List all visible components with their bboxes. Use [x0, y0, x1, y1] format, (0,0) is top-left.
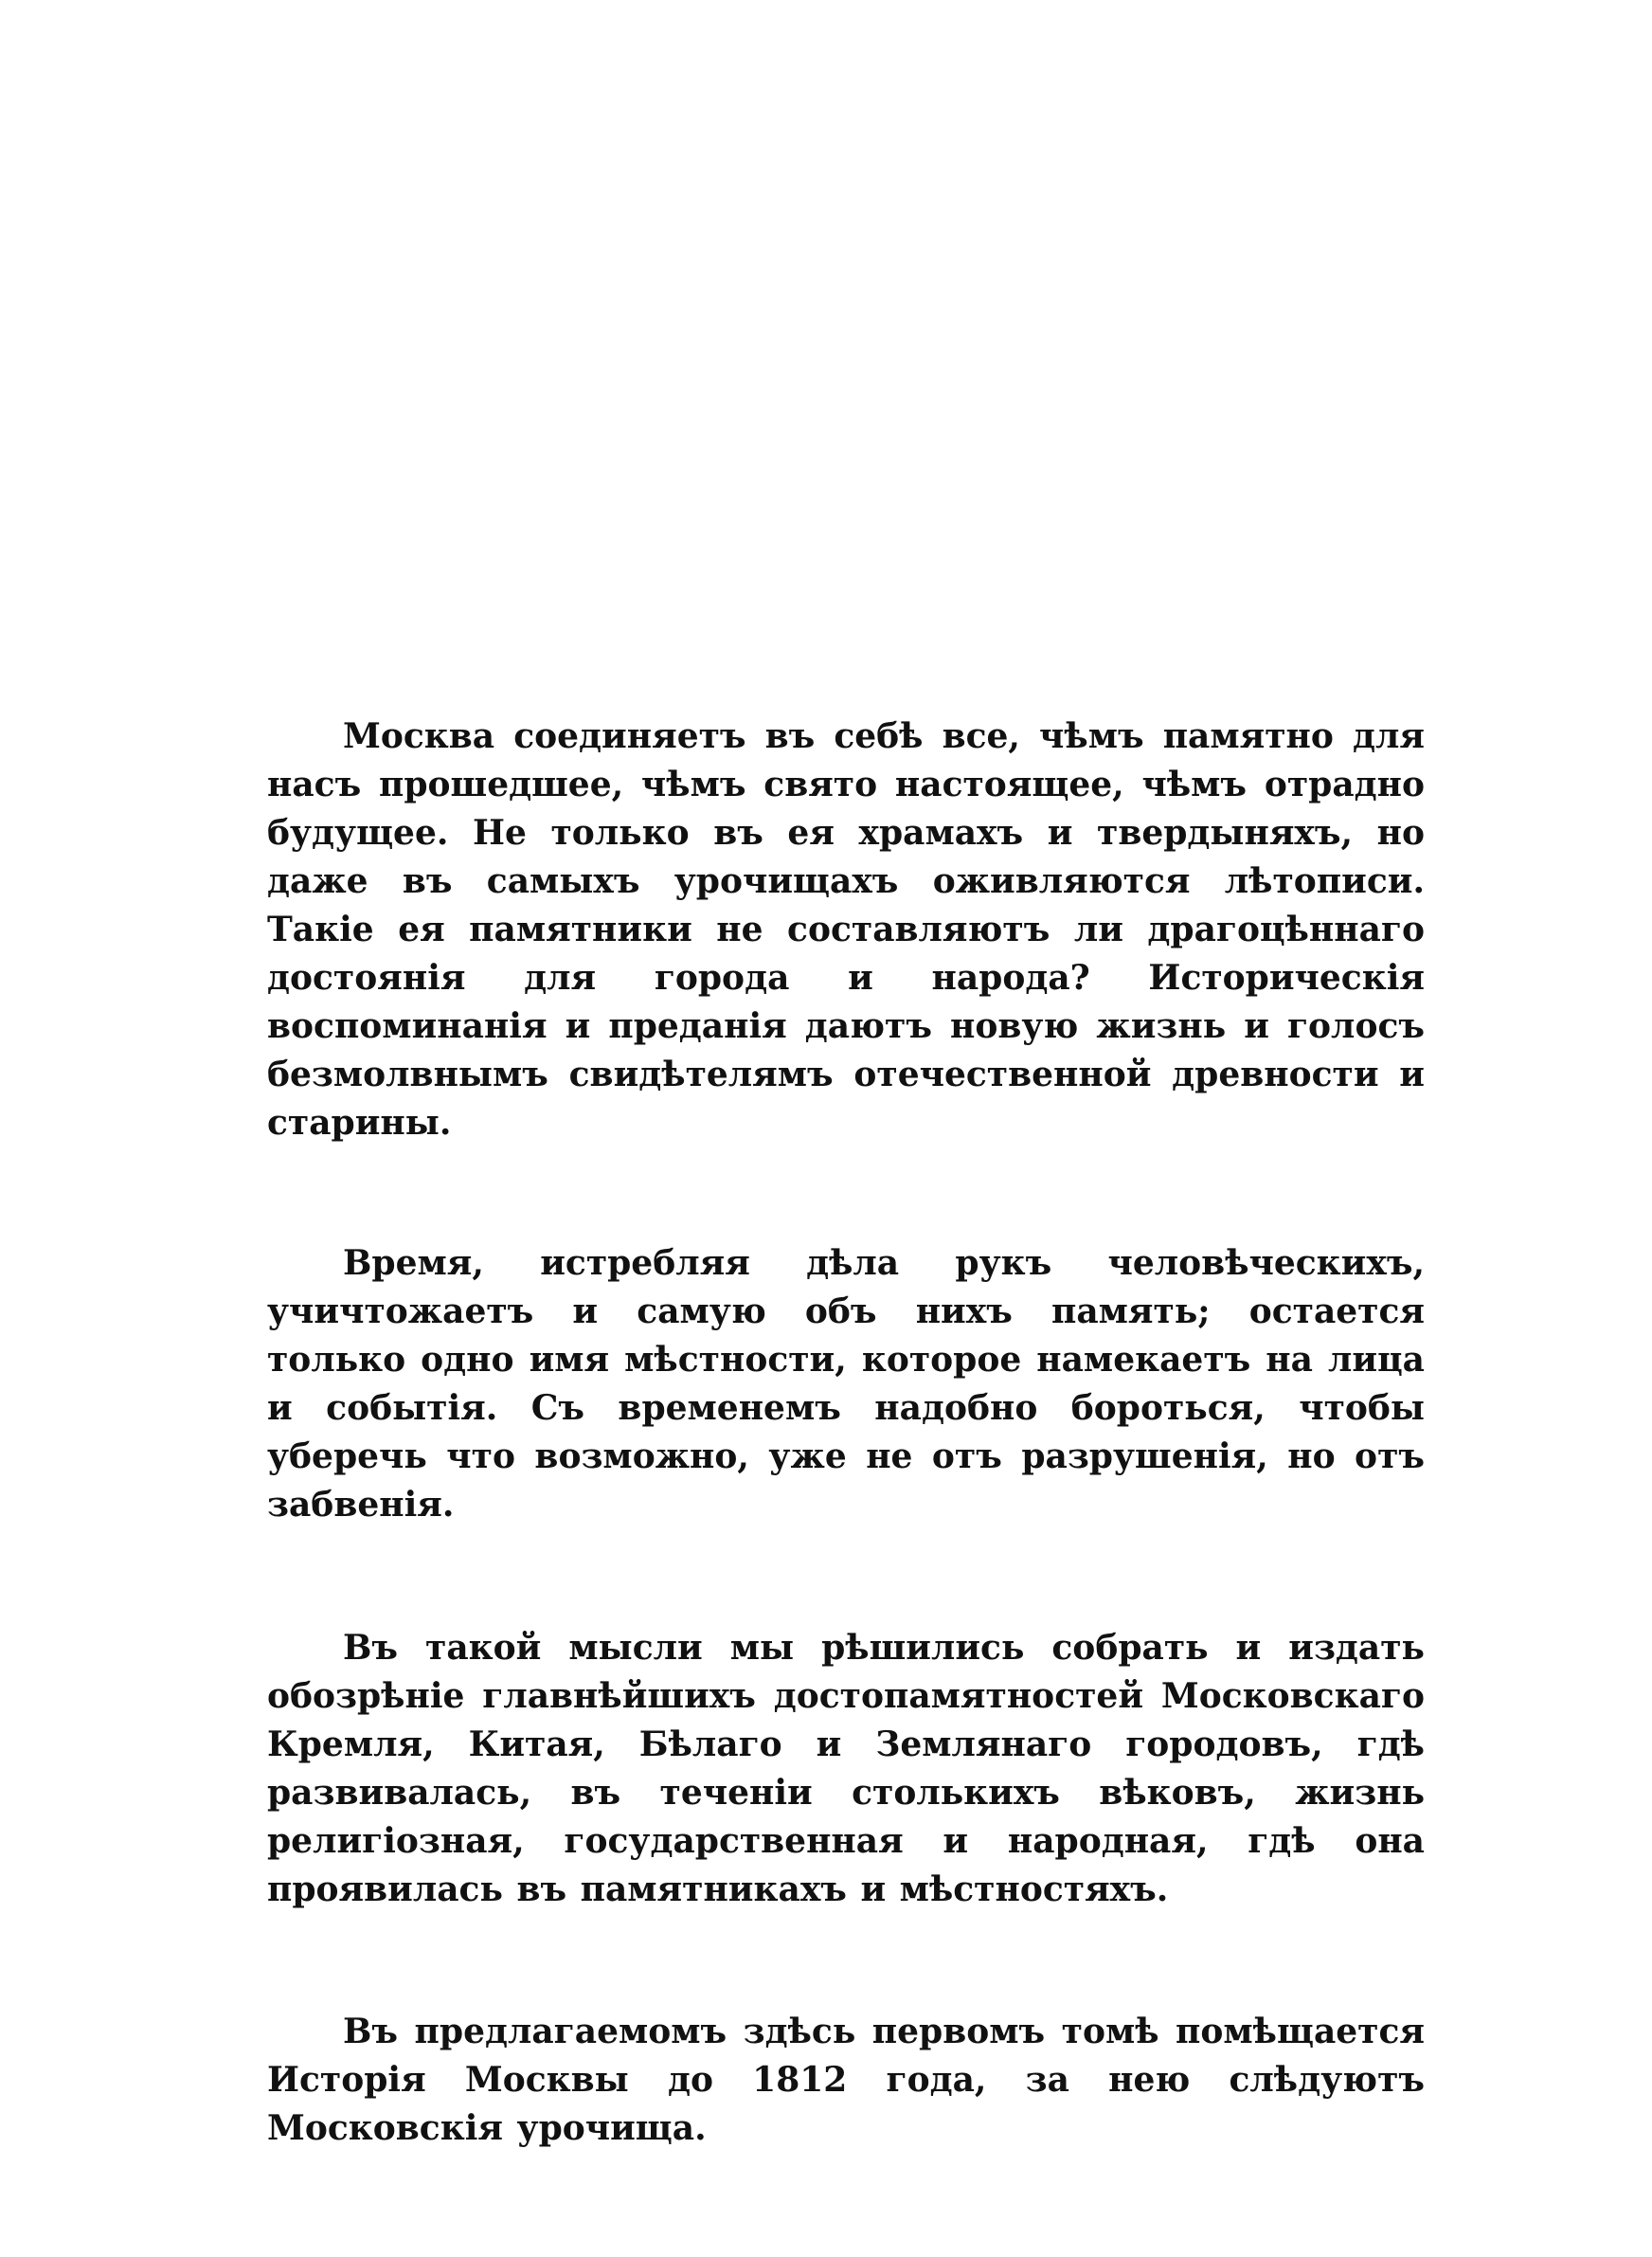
paragraph-2: Время, истребляя дѣла рукъ человѣческихъ, учичтожаетъ и самую объ нихъ память; остается только одно имя мѣстности, которое намекаетъ на лица и событія. Съ временемъ надобно бороться, чтобы уберечь что возможно, уже не отъ разрушенія, но отъ забвенія.	[267, 1243, 1425, 1525]
paragraph-3: Въ такой мысли мы рѣшились собрать и издать обозрѣніе главнѣйшихъ достопамятностей Московскаго Кремля, Китая, Бѣлаго и Землянаго городовъ, гдѣ развивалась, въ теченіи столькихъ вѣковъ, жизнь религіозная, государственная и народная, гдѣ она проявилась въ памятникахъ и мѣстностяхъ.	[267, 1628, 1425, 1909]
paragraph-4: Въ предлагаемомъ здѣсь первомъ томѣ помѣщается Исторія Москвы до 1812 года, за нею слѣдуютъ Московскія урочища.	[267, 2012, 1425, 2148]
body-text	[267, 713, 1425, 2153]
paragraph-1: Москва соединяетъ въ себѣ все, чѣмъ памятно для насъ прошедшее, чѣмъ свято настоящее, чѣмъ отрадно будущее. Не только въ ея храмахъ и твердыняхъ, но даже въ самыхъ урочищахъ оживляются лѣтописи. Такіе ея памятники не составляютъ ли драгоцѣннаго достоянія для города и народа? Историческія воспоминанія и преданія даютъ новую жизнь и голосъ безмолвнымъ свидѣтелямъ отечественной древности и старины.	[267, 716, 1425, 1143]
